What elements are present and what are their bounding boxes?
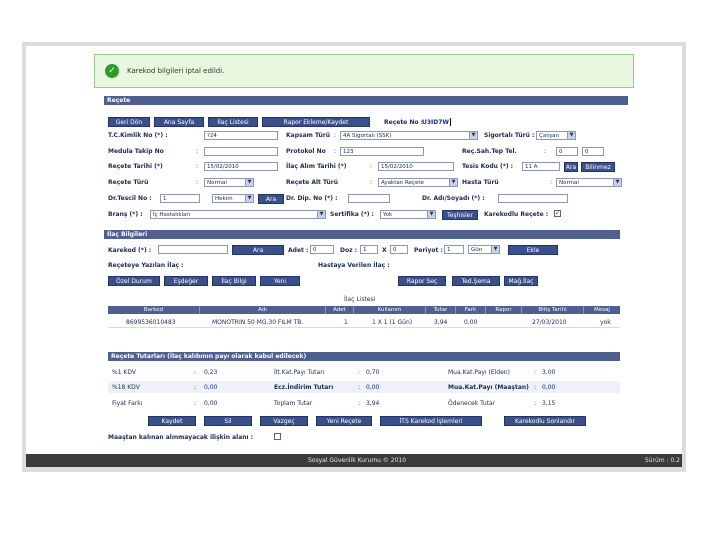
brans-label: Branş (*) : <box>108 211 143 218</box>
ilac-alim-tarihi-input[interactable]: 15/02/2010 <box>378 162 454 171</box>
mua-kat-elden-value: 3,00 <box>542 369 556 376</box>
brans-select[interactable]: İç Hastalıkları ▼ <box>150 210 326 219</box>
rec-sah-tel-input[interactable]: 0 <box>556 147 578 156</box>
mua-kat-maastan-value: 0,00 <box>542 384 556 391</box>
odenecek-tutar-value: 3,15 <box>542 400 556 407</box>
adet-input[interactable]: 0 <box>310 245 334 254</box>
ecz-indirim-value: 0,00 <box>366 384 380 391</box>
kdv1-label: %1 KDV <box>112 369 136 376</box>
verilen-ilac-label: Hastaya Verilen İlaç : <box>318 262 390 269</box>
protokol-no-label: Protokol No <box>286 148 326 155</box>
row-barkod: 8699536010483 <box>126 319 176 326</box>
yeni-ilac-button[interactable]: Yeni <box>260 276 300 286</box>
karekod-recete-label: Karekodlu Reçete : <box>484 211 549 218</box>
kdv18-label: %18 KDV <box>112 384 140 391</box>
kaydet-button[interactable]: Kaydet <box>148 416 196 426</box>
toplam-tutar-value: 3,94 <box>366 400 380 407</box>
col-adet: Adet <box>326 306 354 314</box>
recete-no-value: U3ID7W <box>422 119 450 126</box>
ekle-button[interactable]: Ekle <box>508 245 558 255</box>
maastan-checkbox[interactable] <box>274 433 281 440</box>
drug-list-button[interactable]: İlaç Listesi <box>208 117 258 127</box>
chevron-down-icon: ▼ <box>245 195 253 202</box>
col-fark: Fark <box>456 306 486 314</box>
its-karekod-button[interactable]: İTS Karekod İşlemleri <box>380 416 482 426</box>
chevron-down-icon: ▼ <box>449 179 457 186</box>
ecz-indirim-label: Ecz.İndirim Tutarı <box>274 384 334 391</box>
bilinmez-button[interactable]: Bilinmez <box>581 162 615 172</box>
sertifika-label: Sertifika (*) : <box>330 211 374 218</box>
back-button[interactable]: Geri Dön <box>108 117 150 127</box>
karekod-label: Karekod (*) : <box>108 247 152 254</box>
mag-ilac-button[interactable]: Mağ.İlaç <box>504 276 538 286</box>
esdeger-button[interactable]: Eşdeğer <box>164 276 208 286</box>
periyot-unit-select[interactable]: Gün ▼ <box>468 245 500 254</box>
doz-input-1[interactable]: 1 <box>360 245 378 254</box>
karekod-recete-checkbox[interactable]: ✓ <box>555 210 561 217</box>
ilac-bilgi-button[interactable]: İlaç Bilgi <box>212 276 256 286</box>
rec-sah-tel-label: Reç.Sah.Tep Tel. <box>462 148 517 155</box>
sertifika-select[interactable]: Yok ▼ <box>380 210 436 219</box>
ilac-alim-tarihi-label: İlaç Alım Tarihi (*) <box>286 163 347 170</box>
row-mesaj: yok <box>600 319 611 326</box>
chevron-down-icon: ▼ <box>245 179 253 186</box>
rec-sah-tel-input-2[interactable]: 0 <box>582 147 604 156</box>
dr-adi-label: Dr. Adı/Soyadı (*) : <box>422 195 485 202</box>
text-cursor <box>450 118 451 126</box>
footer-bar <box>26 454 682 467</box>
sil-button[interactable]: Sil <box>204 416 252 426</box>
ted-sema-button[interactable]: Ted.Şema <box>452 276 500 286</box>
karekodlu-sonlandir-button[interactable]: Karekodlu Sonlandır <box>504 416 586 426</box>
recete-alt-turu-label: Reçete Alt Türü <box>286 179 339 186</box>
chevron-down-icon: ▼ <box>427 211 435 218</box>
recete-tarihi-label: Reçete Tarihi (*) <box>108 163 163 170</box>
kapsam-turu-label: Kapsam Türü <box>286 132 330 139</box>
report-add-button[interactable]: Rapor Ekleme/Kaydet <box>262 117 370 127</box>
kapsam-turu-select[interactable]: 4A Sigortalı (SSK) ▼ <box>340 131 478 140</box>
hasta-turu-select[interactable]: Normal ▼ <box>556 178 622 187</box>
recete-tarihi-input[interactable]: 15/02/2010 <box>204 162 278 171</box>
kdv1-value: 0,23 <box>204 369 218 376</box>
kdv18-value: 0,00 <box>204 384 218 391</box>
recete-section-header: Reçete <box>104 96 628 105</box>
row-fark: 0,00 <box>464 319 478 326</box>
protokol-no-input[interactable]: 123 <box>340 147 424 156</box>
tutar-section-header: Reçete Tutarları (İlaç kalıbının payı olarak kabul edilecek) <box>108 352 620 361</box>
chevron-down-icon: ▼ <box>567 132 575 139</box>
dr-type-select[interactable]: Hekim ▼ <box>212 194 254 203</box>
chevron-down-icon: ▼ <box>317 211 325 218</box>
tesis-search-button[interactable]: Ara <box>565 164 577 171</box>
row-adi: MONOTRIN 50 MG.30 FILM TB. <box>212 319 304 326</box>
tesis-kodu-input[interactable]: 11 A <box>522 162 560 171</box>
col-bitis-tarihi: Bitiş Tarihi <box>522 306 584 314</box>
mua-kat-maastan-label: Mua.Kat.Payı (Maaştan) <box>448 384 529 391</box>
col-rapor: Rapor <box>486 306 522 314</box>
footer-version: Sürüm : 0.2 <box>644 457 680 464</box>
col-mesaj: Mesaj <box>584 306 620 314</box>
col-barkod: Barkod <box>108 306 200 314</box>
medula-takip-input[interactable] <box>204 147 278 156</box>
karekod-input[interactable] <box>158 245 228 254</box>
maastan-label: Maaştan kalınan alınmayacak ilişkin alanı : <box>108 434 254 441</box>
chevron-down-icon: ▼ <box>469 132 477 139</box>
row-tutar: 3,94 <box>434 319 448 326</box>
dr-adi-input[interactable] <box>498 194 568 203</box>
dr-tescil-label: Dr.Tescil No : <box>108 195 152 202</box>
fiyat-farki-value: 0,00 <box>204 400 218 407</box>
ilac-section-header: İlaç Bilgileri <box>104 230 620 239</box>
recete-no-label: Reçete No : <box>384 119 423 126</box>
toplam-tutar-label: Toplam Tutar <box>274 400 313 407</box>
recete-turu-label: Reçete Türü <box>108 179 149 186</box>
row-kullanim: 1 X 1 (1 Gün) <box>372 319 413 326</box>
col-tutar: Tutar <box>426 306 456 314</box>
table-row[interactable] <box>108 318 620 328</box>
recete-turu-select[interactable]: Normal ▼ <box>204 178 254 187</box>
row-bitis-tarihi: 27/03/2010 <box>532 319 567 326</box>
yeni-recete-button[interactable]: Yeni Reçete <box>316 416 372 426</box>
adet-label: Adet : <box>288 247 309 254</box>
ozel-durum-button[interactable]: Özel Durum <box>108 276 160 286</box>
home-button[interactable]: Ana Sayfa <box>154 117 204 127</box>
odenecek-tutar-label: Ödenecek Tutar <box>448 400 496 407</box>
periyot-input[interactable]: 1 <box>444 245 464 254</box>
tc-kimlik-label: T.C.Kimlik No (*) : <box>108 132 168 139</box>
fiyat-farki-label: Fiyat Farkı <box>112 400 143 407</box>
mua-kat-elden-label: Mua.Kat.Payı (Elden) <box>448 369 510 376</box>
doz-x-label: X <box>382 247 387 254</box>
dr-dip-input[interactable] <box>348 194 390 203</box>
ilt-kat-payi-label: İlt.Kat.Payı Tutarı <box>274 369 325 376</box>
success-notice <box>94 54 634 88</box>
chevron-down-icon: ▼ <box>491 246 499 253</box>
col-kullanim: Kullanım <box>354 306 426 314</box>
vazgec-button[interactable]: Vazgeç <box>260 416 308 426</box>
tc-kimlik-input[interactable]: ?24 <box>204 131 278 140</box>
dr-tescil-input[interactable]: 1 <box>160 194 200 203</box>
row-adet: 1 <box>344 319 348 326</box>
hasta-turu-label: Hasta Türü <box>462 179 499 186</box>
sigortali-turu-label: Sigortalı Türü : <box>484 132 535 139</box>
doz-input-2[interactable]: 0 <box>390 245 408 254</box>
medula-takip-label: Medula Takip No <box>108 148 164 155</box>
karekod-search-button[interactable]: Ara <box>232 245 284 255</box>
ilt-kat-payi-value: 0,70 <box>366 369 380 376</box>
tesis-kodu-label: Tesis Kodu (*) : <box>462 163 514 170</box>
check-circle-icon: ✓ <box>105 64 119 78</box>
ilac-listesi-title: İlaç Listesi <box>344 296 376 303</box>
doz-label: Doz : <box>340 247 358 254</box>
teshisler-button[interactable]: Teşhisler <box>442 210 478 220</box>
sigortali-turu-select[interactable]: Çalışan ▼ <box>536 131 576 140</box>
yazilan-ilac-label: Reçeteye Yazılan İlaç : <box>108 262 184 269</box>
footer-copyright: Sosyal Güvenlik Kurumu © 2010 <box>308 457 407 464</box>
ilac-table-header <box>108 306 620 314</box>
dr-dip-label: Dr. Dip. No (*) : <box>286 195 338 202</box>
dr-search-button[interactable]: Ara <box>258 194 284 204</box>
recete-alt-turu-select[interactable]: Ayaktan Reçete ▼ <box>378 178 458 187</box>
chevron-down-icon: ▼ <box>613 179 621 186</box>
rapor-sec-button[interactable]: Rapor Seç <box>398 276 446 286</box>
periyot-label: Periyot : <box>414 247 443 254</box>
notice-message: Karekod bilgileri iptal edildi. <box>127 67 225 75</box>
col-adi: Adı <box>200 306 326 314</box>
prescription-form: Reçete Geri Dön Ana Sayfa İlaç Listesi Rapor Ekleme/Kaydet Reçete No : U3ID7W T.C.Kimlik No (*) : ?24 Kapsam Türü : 4A Sigortalı (SSK) ▼ Sigortalı Türü : Çalışan ▼ Medula Takip No : Protokol No : 123 Reç.Sah.Tep Tel. : 0 0 Reçete Tarihi (*) : 15/02/2010 İlaç Alım Tarihi (*) : 15/02/2010 Tesis Kodu (*) : 11 A Ara Bilinmez Reçete Türü : Normal ▼ Reçete Alt Türü : Ayaktan Reçete ▼ Hasta Türü : Normal ▼ Dr.Tescil No : 1 Hekim ▼ Ara Dr. Dip. No (*) : Dr. Adı/Soyadı (*) : Branş (*) : İç Hastalıkları ▼ Sertifika (*) : Yok ▼ Teşhisler Karekodlu Reçete : ✓ İlaç Bilgileri Karekod (*) : Ara Adet : 0 Doz : 1 X 0 Periyot : 1 Gün ▼ Ekle Reçeteye Yazılan İlaç : Hastaya Verilen İlaç : Özel Durum Eşdeğer İlaç Bilgi Yeni Rapor Seç Ted.Şema Mağ.İlaç İlaç Listesi Barkod Adı Adet Kullanım Tutar Fark Rapor Bitiş Tarihi Mesaj 8699536010483 MONOTRIN 50 MG.30 FILM TB. 1 1 X 1 (1 Gün) 3,94 0,00 27/03/2010 yok Reçete Tutarları (İlaç kalıbının payı olarak kabul edilecek) %1 KDV : 0,23 İlt.Kat.Payı Tutarı : 0,70 Mua.Kat.Payı (Elden) : 3,00 %18 KDV : 0,00 Ecz.İndirim Tutarı : 0,00 Mua.Kat.Payı (Maaştan) : 0,00 Fiyat Farkı : 0,00 Toplam Tutar : 3,94 Ödenecek Tutar : 3,15 Kaydet Sil Vazgeç Yeni Reçete İTS Karekod İşlemleri Karekodlu Sonlandır Maaştan kalınan alınmayacak ilişkin alanı : <box>104 96 628 444</box>
